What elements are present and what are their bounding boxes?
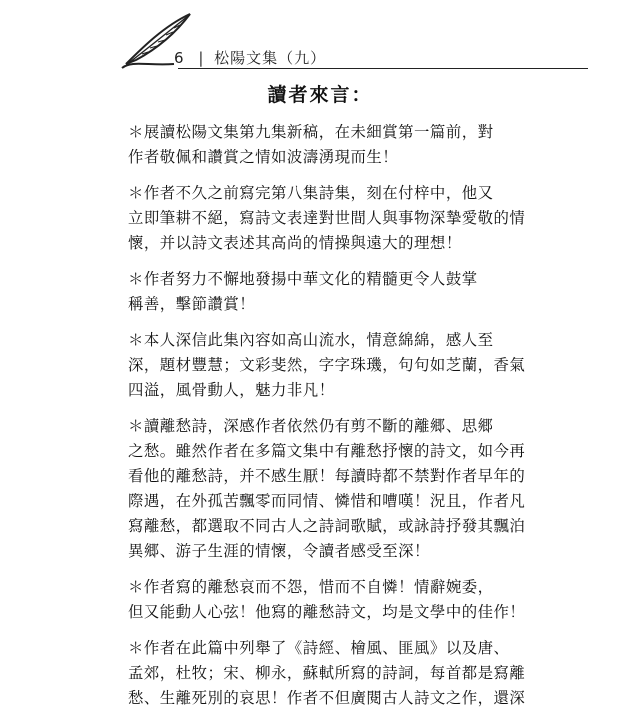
text-line: 稱善，擊節讚賞！ xyxy=(128,295,256,313)
text-line: 懷，并以詩文表述其高尚的情操與遠大的理想！ xyxy=(128,234,462,252)
running-head-text xyxy=(174,49,326,67)
text-line: ＊讀離愁詩，深感作者依然仍有剪不斷的離郷、思郷 xyxy=(128,417,494,435)
page-number: 6 xyxy=(174,49,185,67)
text-line: 立即筆耕不絕，寫詩文表達對世間人與事物深摯愛敬的情 xyxy=(128,209,526,227)
header-separator: | xyxy=(198,49,205,67)
text-line: ＊作者不久之前寫完第八集詩集，刻在付梓中，他又 xyxy=(128,184,494,202)
paragraph xyxy=(128,267,496,317)
text-line: 孟郊，杜牧；宋、柳永，蘇軾所寫的詩詞，每首都是寫離 xyxy=(128,664,526,682)
text-line: 之愁。雖然作者在多篇文集中有離愁抒懷的詩文，如今再 xyxy=(128,442,526,460)
text-line: 看他的離愁詩，并不感生厭！每讀時都不禁對作者早年的 xyxy=(128,467,526,485)
paragraph xyxy=(128,181,526,256)
book-title: 松陽文集（九） xyxy=(214,49,327,67)
text-line: 際遇，在外孤苦飄零而同情、憐惜和嘈嘆！況且，作者凡 xyxy=(128,492,526,510)
text-line: 但又能動人心弦！他寫的離愁詩文，均是文學中的佳作！ xyxy=(128,603,526,621)
text-line: 寫離愁，都選取不同古人之詩詞歌賦，或詠詩抒發其飄泊 xyxy=(128,517,526,535)
header-rule xyxy=(178,68,588,69)
section-title: 讀者來言： xyxy=(267,84,373,106)
paragraph xyxy=(128,120,496,170)
text-line: 深，題材豐慧；文彩斐然，字字珠璣，句句如芝蘭，香氣 xyxy=(128,356,526,374)
text-line: ＊作者在此篇中列舉了《詩經、檜風、匪風》以及唐、 xyxy=(128,639,510,657)
text-line: 四溢，風骨動人，魅力非凡！ xyxy=(128,381,335,399)
paragraph xyxy=(128,328,526,403)
text-line: ＊展讀松陽文集第九集新稿，在未細賞第一篇前，對 xyxy=(128,123,494,141)
text-line: ＊本人深信此集內容如高山流水，情意綿綿，感人至 xyxy=(128,331,494,349)
paragraph xyxy=(128,575,526,625)
paragraph xyxy=(128,414,526,564)
text-line: 愁、生離死別的哀思！作者不但廣閱古人詩文之作，還深 xyxy=(128,689,526,707)
text-line: 作者敬佩和讚賞之情如波濤湧現而生！ xyxy=(128,148,399,166)
text-line: ＊作者努力不懈地發揚中華文化的精髓更令人鼓掌 xyxy=(128,270,478,288)
running-header xyxy=(118,10,598,70)
text-line: 異郷、游子生涯的情懷，令讀者感受至深！ xyxy=(128,542,430,560)
text-line: ＊作者寫的離愁哀而不怨，惜而不自憐！情辭婉委， xyxy=(128,578,494,596)
body-text xyxy=(128,120,526,722)
paragraph xyxy=(128,636,526,711)
